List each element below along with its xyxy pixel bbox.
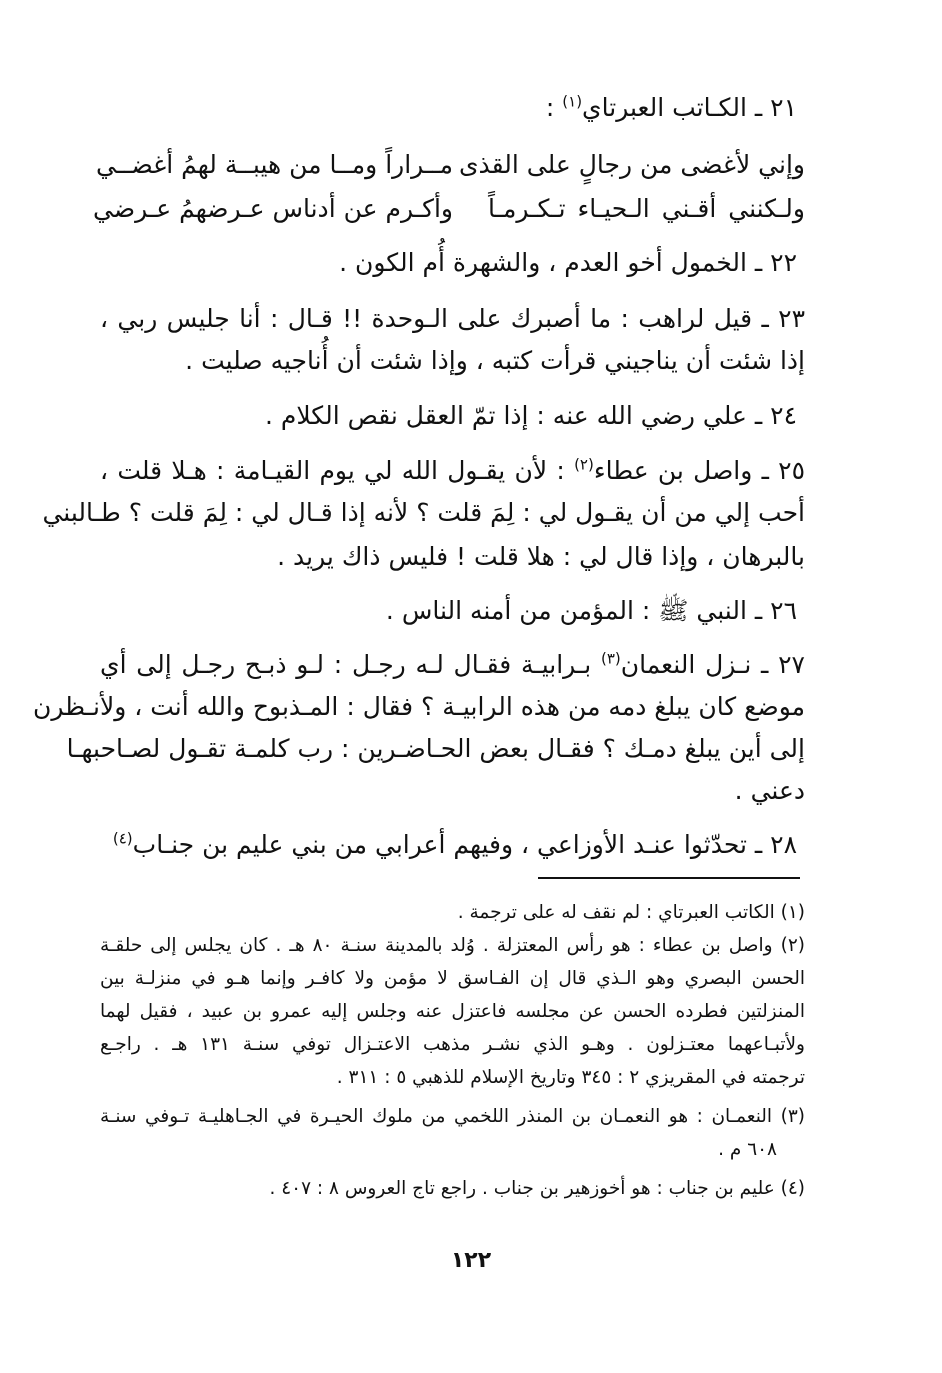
verse-1-second-hemistich: مــراراً ومــا من هيبــة لهمُ أغضــي [96,150,453,179]
footnote-ref-4: (٤) [112,829,133,848]
footnote-2-line-5: ترجمته في المقريزي ٢ : ٣٤٥ وتاريخ الإسلام للذهبي ٥ : ٣١١ . [336,1067,805,1088]
entry-26: ٢٦ ـ النبي ﷺ : المؤمن من أمنه الناس . [385,596,797,625]
footnote-3-line-1: (٣) النعمـان : هو النعمـان بن المنذر اللخمي من ملوك الحيـرة في الجـاهليـة تـوفي سنـة [100,1106,805,1127]
footnote-3-line-2: ٦٠٨ م . [718,1139,777,1160]
entry-27-line-1: ٢٧ ـ نـزل النعمان$^{(٣)}$ بـرابيـة فقـال لـه رجـل : لـو ذبـح رجـل إلى أي [100,649,805,679]
entry-27-line-3: إلى أين يبلغ دمـك ؟ فقـال بعض الحـاضـرين : رب كلمـة تقـول لصـاحبهـا [66,734,805,763]
entry-25-line-3: بالبرهان ، وإذا قال لي : هلا قلت ! فليس ذاك يريد . [277,542,805,571]
entry-25-line-1: ٢٥ ـ واصل بن عطاء$^{(٢)}$ : لأن يقـول الله لي يوم القيـامة : هـلا قلت ، [100,455,806,485]
entry-28: ٢٨ ـ تحدّثوا عنـد الأوزاعي ، وفيهم أعرابي من بني عليم بن جنـاب$^{(٤)}$ [112,829,797,859]
entry-25-line-2: أحب إلي من أن يقـول لي : لِمَ قلت ؟ لأنه إذا قـال لي : لِمَ قلت ؟ طـالبني [42,498,805,527]
entry-22: ٢٢ ـ الخمول أخو العدم ، والشهرة أُم الكون . [339,248,797,277]
footnote-2-line-2: الحسن البصري وهو الـذي قال إن الفـاسق لا مؤمن ولا كافـر وإنما هـو في منزلـة بين [100,968,805,989]
footnote-2-line-1: (٢) واصل بن عطاء : هو رأس المعتزلة . وُلد بالمدينة سنـة ٨٠ هـ . كان يجلس إلى حلقـة [100,935,806,956]
footnote-ref-1: (١) [562,92,583,111]
entry-24: ٢٤ ـ علي رضي الله عنه : إذا تمّ العقل نقص الكلام . [264,401,797,430]
footnote-separator [538,877,800,879]
entry-23-line-1: ٢٣ ـ قيل لراهب : ما أصبرك على الـوحدة !! قـال : أنا جليس ربي ، [100,304,805,333]
footnote-1: (١) الكاتب العبرتاي : لم نقف له على ترجمة . [457,902,805,923]
verse-line-2 [93,192,805,226]
page-number: ١٢٢ [450,1248,492,1273]
entry-27-line-2: موضع كان يبلغ دمه من هذه الرابيـة ؟ فقال : المـذبوح والله أنت ، ولأنـظرن [33,692,805,721]
verse-2-first-hemistich: ولـكنني أقـني الـحيـاء تـكـرمـاً [488,194,805,223]
footnote-2-line-4: ولأتبـاعهما معتـزلون . وهـو الذي نشـر مذهب الاعتـزال توفي سنـة ١٣١ هـ . راجـع [100,1034,805,1055]
verse-2-second-hemistich: وأكـرم عن أدناس عـرضهمُ عـرضي [93,194,453,223]
footnote-4: (٤) عليم بن جناب : هو أخوزهير بن جناب . راجع تاج العروس ٨ : ٤٠٧ . [269,1178,805,1199]
verse-1-first-hemistich: وإني لأغضى من رجالٍ على القذى [458,150,805,179]
entry-23-line-2: إذا شئت أن يناجيني قرأت كتبه ، وإذا شئت أن أُناجيه صليت . [185,346,805,375]
footnote-2-line-3: المنزلتين فطرده الحسن عن مجلسه فاعتزل عنه وجلس إليه عمرو بن عبيد ، فقيل لهما [100,1001,805,1022]
entry-27-line-4: دعني . [734,776,805,805]
footnote-ref-3: (٣) [600,649,621,668]
entry-21-heading: ٢١ ـ الكـاتب العبرتاي$^{(١)}$ : [545,92,797,122]
footnote-ref-2: (٢) [574,455,594,474]
verse-line-1 [96,148,805,182]
